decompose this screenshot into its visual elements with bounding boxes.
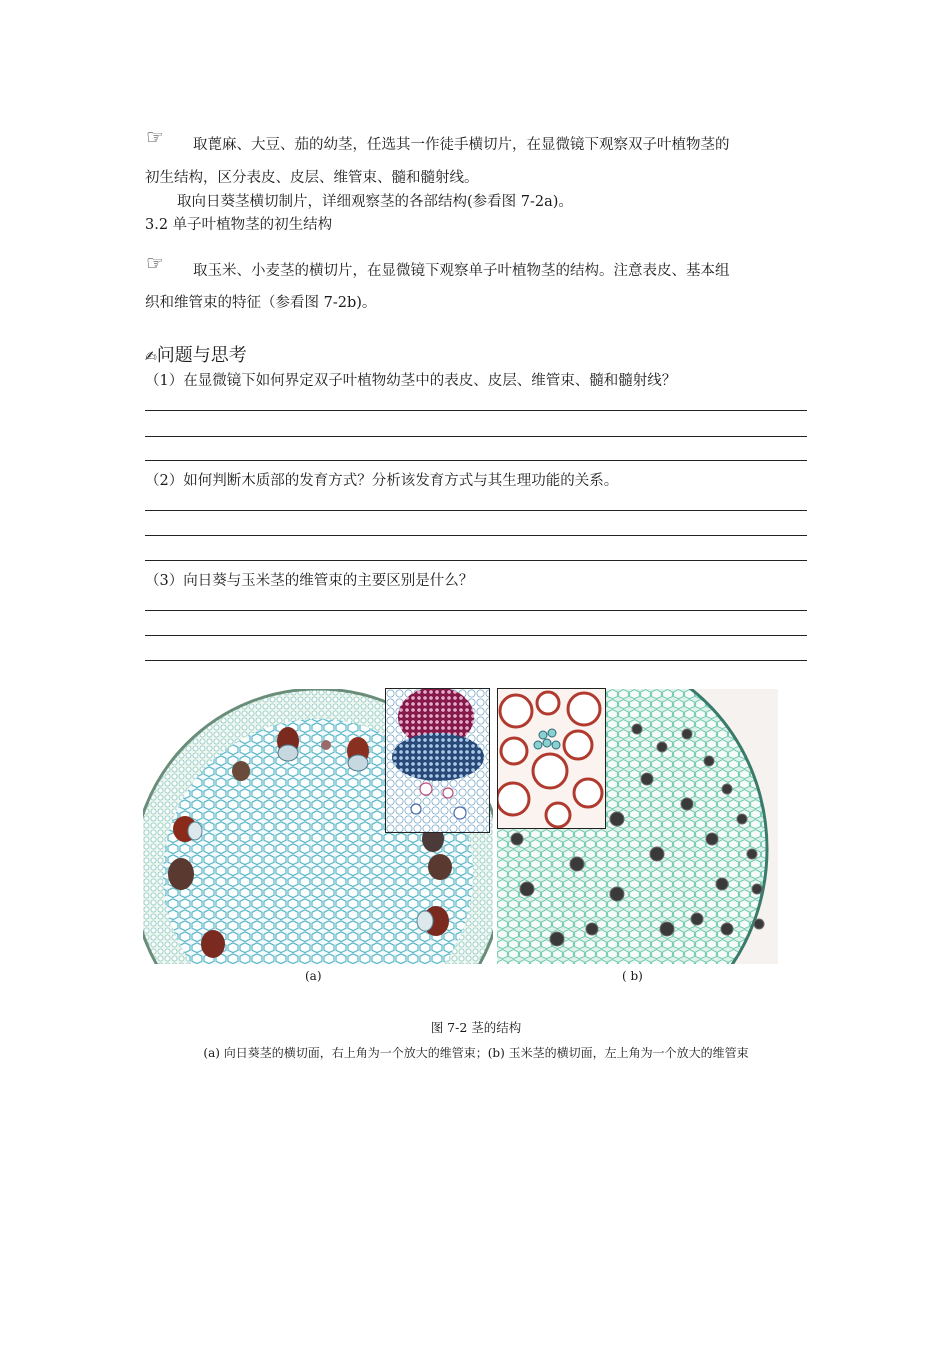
figure-a-label: (a): [305, 969, 322, 983]
figure-b-inset-bundle: [497, 688, 606, 829]
question-2: （2）如何判断木质部的发育方式？分析该发育方式与其生理功能的关系。: [145, 473, 619, 489]
section-heading-3-2: 3.2 单子叶植物茎的初生结构: [145, 217, 333, 233]
question-3: （3）向日葵与玉米茎的维管束的主要区别是什么？: [145, 573, 474, 589]
answer-line[interactable]: [145, 510, 807, 511]
answer-line[interactable]: [145, 660, 807, 661]
paragraph-3-line-1: 取玉米、小麦茎的横切片，在显微镜下观察单子叶植物茎的结构。注意表皮、基本组: [193, 263, 730, 279]
question-1: （1）在显微镜下如何界定双子叶植物幼茎中的表皮、皮层、维管束、髓和髓射线？: [145, 373, 677, 389]
pointing-hand-icon: ☞: [146, 125, 164, 149]
answer-line[interactable]: [145, 535, 807, 536]
paragraph-2: 取向日葵茎横切制片，详细观察茎的各部结构(参看图 7-2a)。: [177, 194, 573, 210]
paragraph-1-line-2: 初生结构，区分表皮、皮层、维管束、髓和髓射线。: [145, 170, 479, 186]
paragraph-3-line-2: 织和维管束的特征（参看图 7-2b)。: [145, 295, 377, 311]
questions-title: 问题与思考: [156, 345, 247, 366]
figure-title: 图 7-2 茎的结构: [430, 1020, 522, 1035]
questions-heading: [145, 341, 247, 367]
pencil-icon: ✍: [145, 349, 157, 365]
figure-b-label: ( b): [622, 969, 643, 983]
answer-line[interactable]: [145, 410, 807, 411]
figure-caption: (a) 向日葵茎的横切面，右上角为一个放大的维管束；(b) 玉米茎的横切面，左上角为一个放大的维管束: [203, 1046, 749, 1060]
pointing-hand-icon: ☞: [146, 251, 164, 275]
paragraph-1-line-1: 取蓖麻、大豆、茄的幼茎，任选其一作徒手横切片，在显微镜下观察双子叶植物茎的: [193, 137, 730, 153]
answer-line[interactable]: [145, 436, 807, 437]
answer-line[interactable]: [145, 460, 807, 461]
answer-line[interactable]: [145, 635, 807, 636]
answer-line[interactable]: [145, 610, 807, 611]
figure-a-inset-bundle: [385, 688, 490, 833]
enlarged-corn-bundle-illustration: [498, 689, 605, 828]
enlarged-bundle-illustration: [386, 689, 489, 832]
answer-line[interactable]: [145, 560, 807, 561]
